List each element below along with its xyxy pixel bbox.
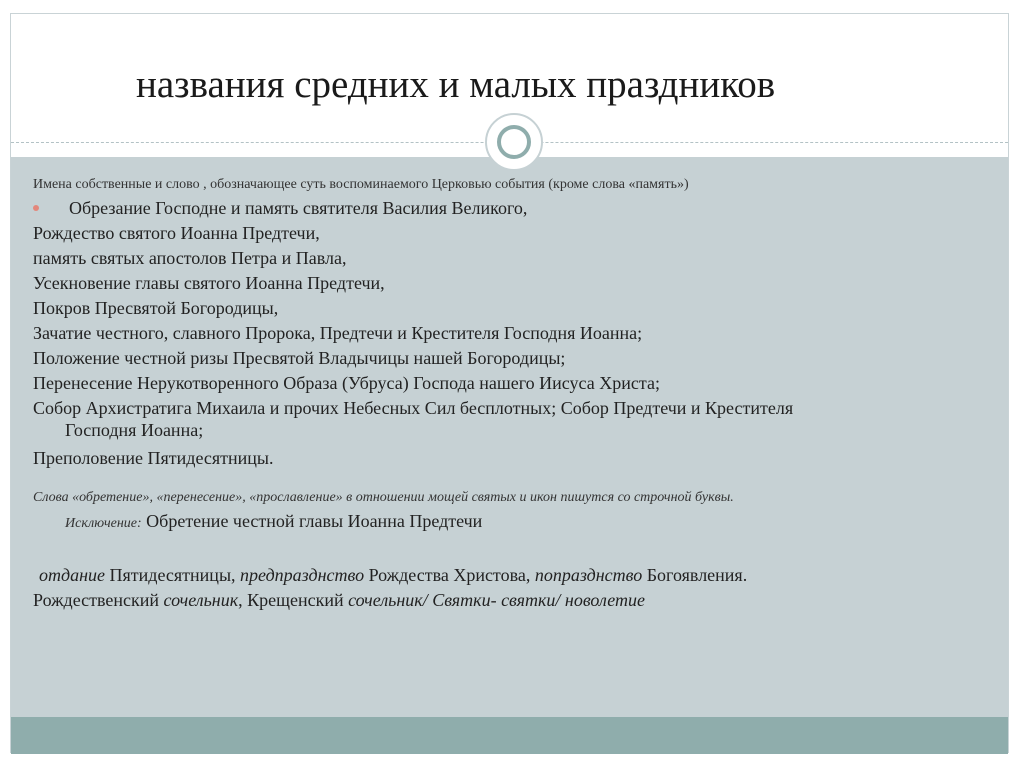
feast-item xyxy=(33,196,973,221)
intro-text: Имена собственные и слово , обозначающее суть воспоминаемого Церковью события (кроме слова «память») xyxy=(33,177,689,192)
example-term: сочельник xyxy=(163,590,239,610)
example-term: попразднство xyxy=(534,565,643,585)
footer-bar xyxy=(11,717,1008,754)
feast-item-continuation: Господня Иоанна; xyxy=(65,420,204,440)
example-term: сочельник/ Святки- святки/ новолетие xyxy=(348,590,646,610)
feast-text: Обрезание Господне и память святителя Василия Великого, xyxy=(69,198,528,218)
feast-item: Покров Пресвятой Богородицы, xyxy=(33,298,279,318)
example-text: Богоявления. xyxy=(642,565,748,585)
ring-ornament xyxy=(485,113,543,171)
example-term: отдание xyxy=(39,565,106,585)
feast-item: Рождество святого Иоанна Предтечи, xyxy=(33,223,320,243)
feast-item: Зачатие честного, славного Пророка, Предтечи и Крестителя Господня Иоанна; xyxy=(33,323,643,343)
feast-item: Преполовение Пятидесятницы. xyxy=(33,448,274,468)
examples-line-2 xyxy=(33,588,973,613)
example-term: предпразднство xyxy=(240,565,365,585)
exception-label: Исключение: xyxy=(65,516,142,531)
ring-ornament-inner xyxy=(497,125,531,159)
example-text: , Крещенский xyxy=(238,590,349,610)
feast-item: Собор Архистратига Михаила и прочих Небесных Сил бесплотных; Собор Предтечи и Крестителя xyxy=(33,398,794,418)
examples-line-1 xyxy=(33,563,973,588)
feast-item: Усекновение главы святого Иоанна Предтечи, xyxy=(33,273,385,293)
feast-item: память святых апостолов Петра и Павла, xyxy=(33,248,347,268)
exception-text: Обретение честной главы Иоанна Предтечи xyxy=(146,511,483,531)
slide-content xyxy=(33,174,973,613)
exception-line xyxy=(33,509,973,535)
slide-title: названия средних и малых праздников xyxy=(136,63,776,106)
feast-item: Перенесение Нерукотворенного Образа (Убруса) Господа нашего Иисуса Христа; xyxy=(33,373,660,393)
example-text: Рождественский xyxy=(33,590,164,610)
example-text: Рождества Христова, xyxy=(364,565,535,585)
bullet-icon xyxy=(33,205,39,211)
rule-note: Слова «обретение», «перенесение», «прославление» в отношении мощей святых и икон пишутся со строчной буквы. xyxy=(33,490,734,505)
feast-item: Положение честной ризы Пресвятой Владычицы нашей Богородицы; xyxy=(33,348,566,368)
example-text: Пятидесятницы, xyxy=(105,565,241,585)
